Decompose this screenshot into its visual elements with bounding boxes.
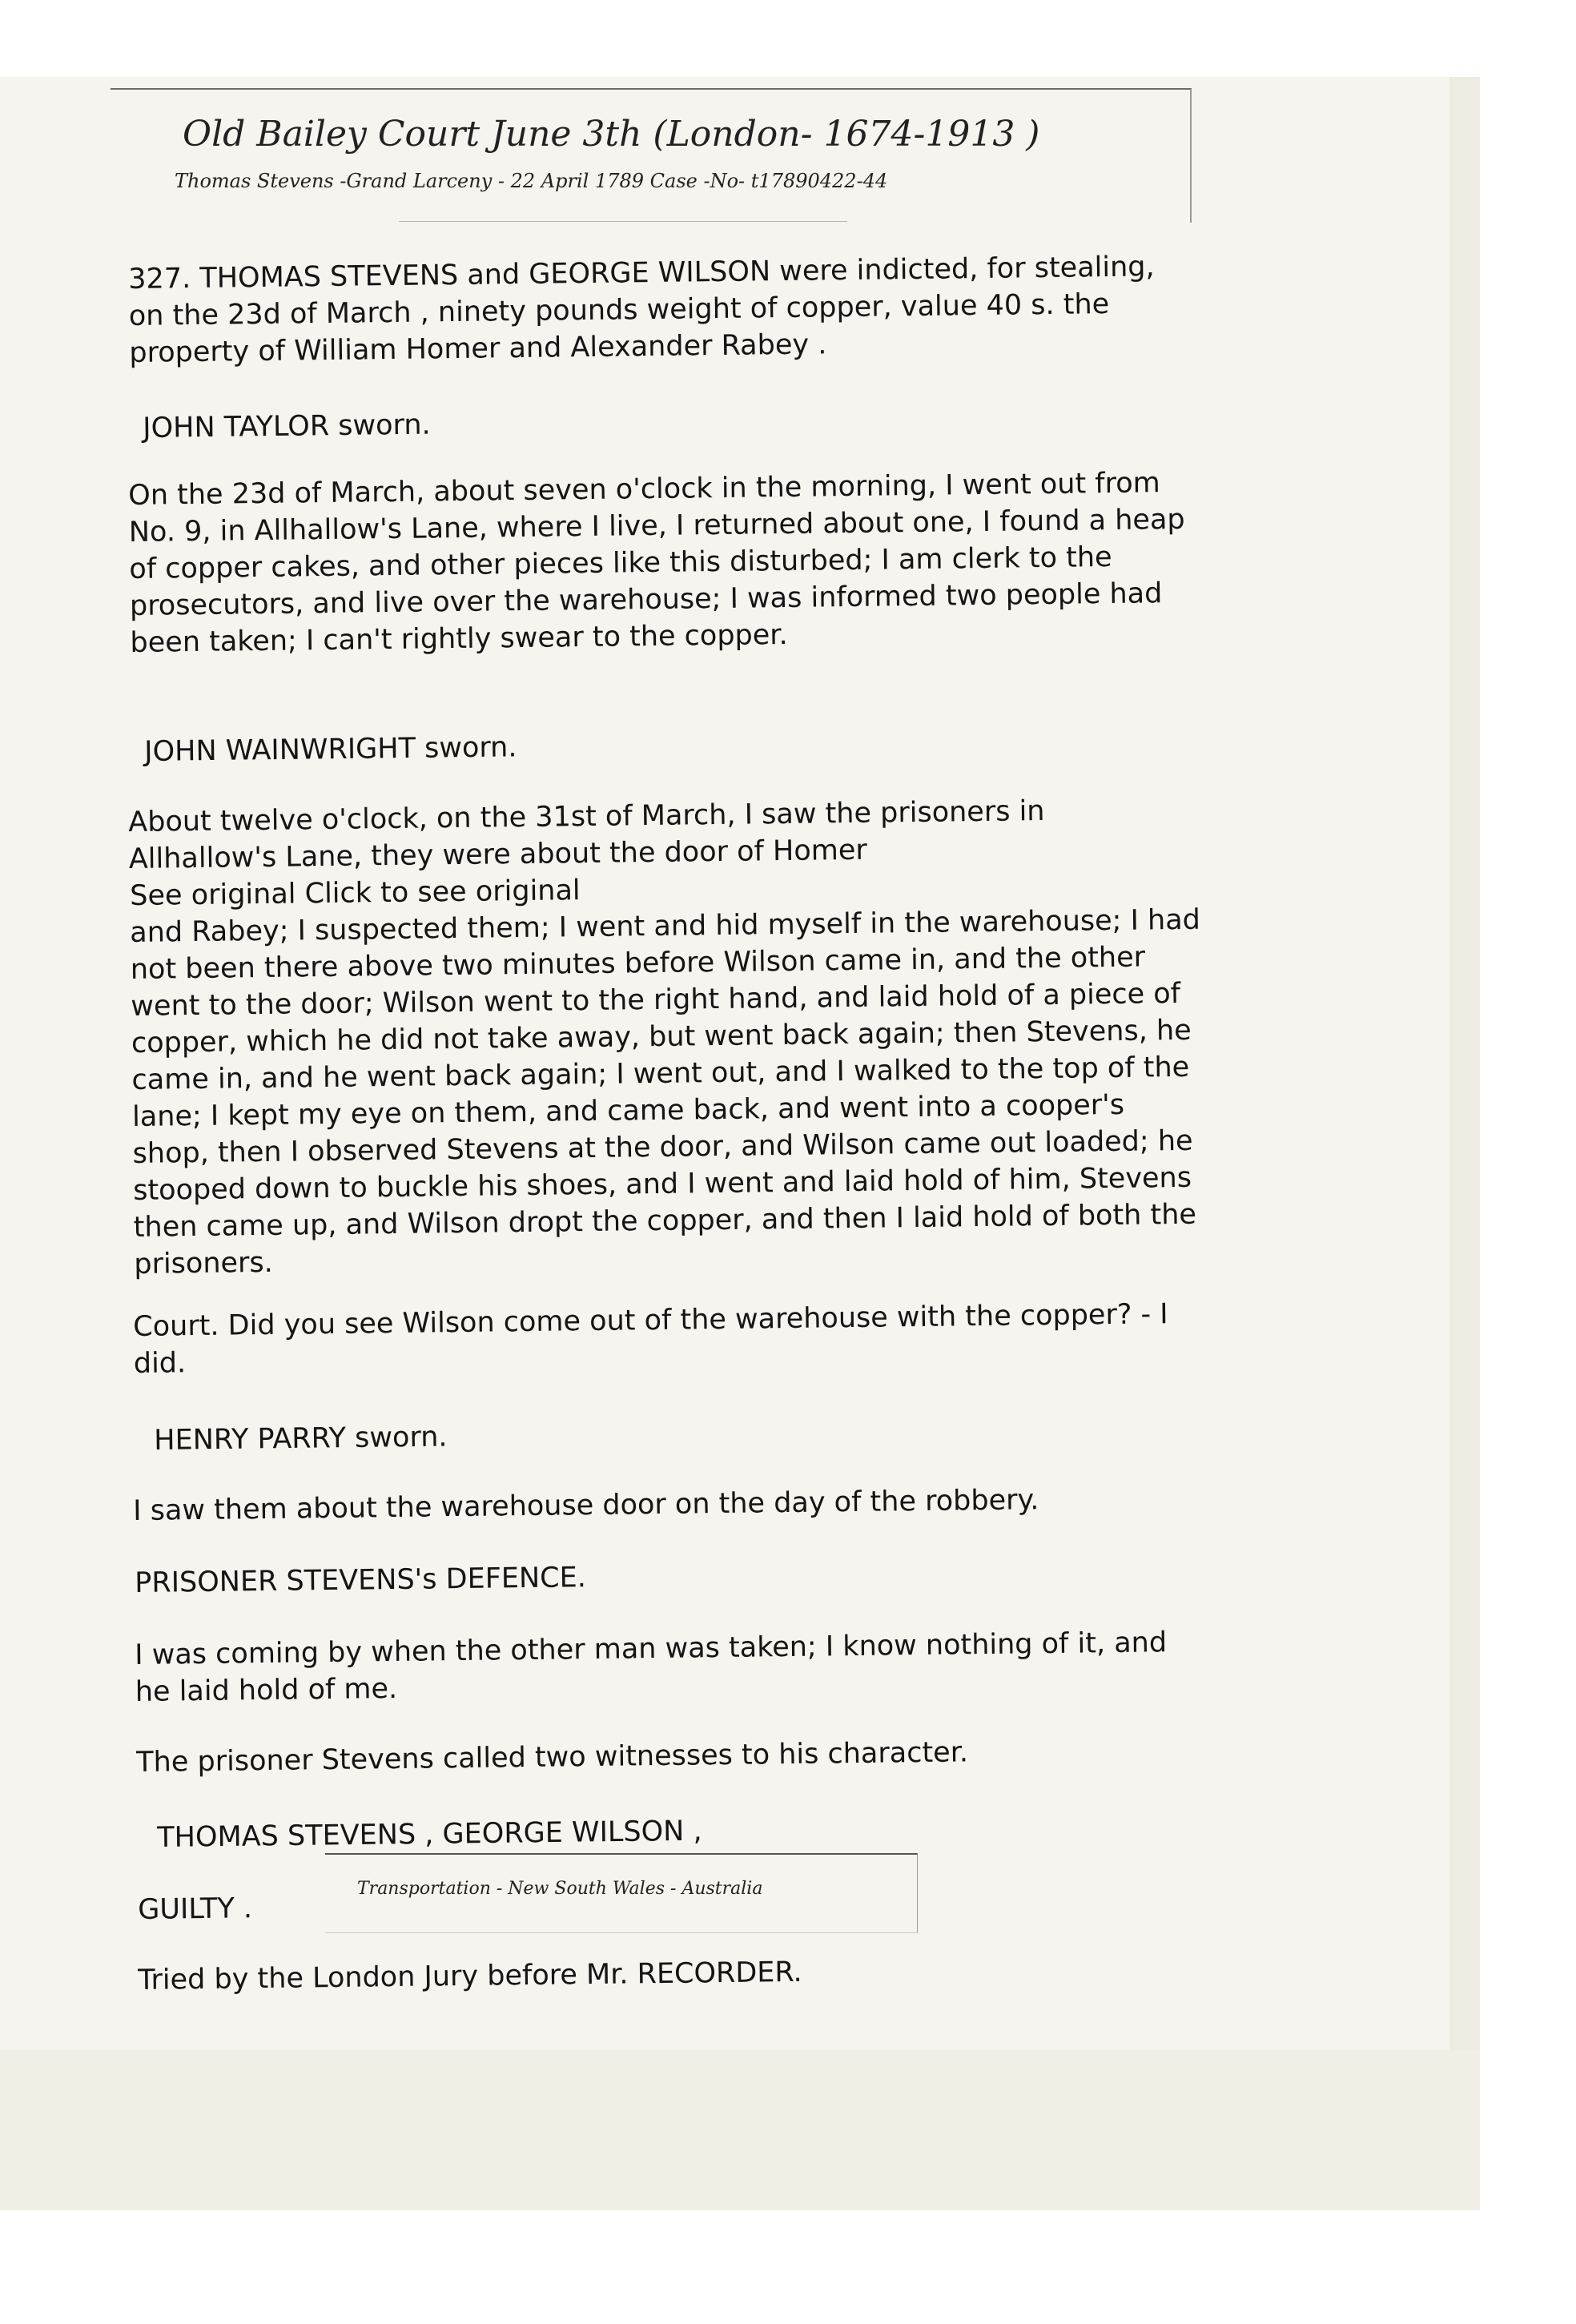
court-question: Court. Did you see Wilson come out of the warehouse with the copper? - I did. [133,1298,1168,1380]
sentence-label [325,1853,918,1933]
jury-note: Tried by the London Jury before Mr. RECORDER. [138,1956,802,1996]
character-witnesses-note: The prisoner Stevens called two witnesses to his character. [136,1736,969,1779]
verdict-text: GUILTY . [138,1892,253,1926]
testimony-taylor: On the 23d of March, about seven o'clock in the morning, I went out from No. 9, in Allhallow's Lane, where I live, I returned about one, I found a heap of copper cakes, and other pieces like this disturbed; I am clerk to the prosecutors, and live over the warehouse; I was informed two people had been taken; I can't rightly swear to the copper. [128,467,1185,659]
defendants-line: THOMAS STEVENS , GEORGE WILSON , [157,1815,702,1854]
header-divider [399,221,847,222]
header-subtitle: Thomas Stevens -Grand Larceny - 22 April 1789 Case -No- t17890422-44 [175,170,888,192]
indictment-paragraph: 327. THOMAS STEVENS and GEORGE WILSON were indicted, for stealing, on the 23d of March , ninety pounds weight of copper, value 40 s. the property of William Homer and Alexander Rabey . [128,251,1155,369]
testimony-wainwright-part2: and Rabey; I suspected them; I went and hid myself in the warehouse; I had not been there above two minutes before Wilson came in, and the other went to the door; Wilson went to the right hand, and laid hold of a piece of copper, which he did not take away, but went back again; then Stevens, he came in, and he went back again; I went out, and I walked to the top of the lane; I kept my eye on them, and came back, and went into a cooper's shop, then I observed Stevens at the door, and Wilson came out loaded; he stooped down to buckle his shoes, and I went and laid hold of him, Stevens then came up, and Wilson dropt the copper, and then I laid hold of both the prisoners. [130,903,1201,1281]
testimony-wainwright-part1: About twelve o'clock, on the 31st of March, I saw the prisoners in Allhallow's Lane, they were about the door of Homer [128,795,1045,875]
page-edge-shadow [1449,77,1480,2210]
sentence-text: Transportation - New South Wales - Australia [357,1879,763,1899]
header-title: Old Bailey Court June 3th (London- 1674-1913 ) [183,114,1040,155]
defence-statement: I was coming by when the other man was taken; I know nothing of it, and he laid hold of me. [135,1626,1168,1708]
header-label [111,88,1192,223]
see-original-link[interactable]: See original Click to see original [130,875,581,912]
witness-heading-taylor: JOHN TAYLOR sworn. [143,408,431,444]
witness-heading-parry: HENRY PARRY sworn. [154,1421,448,1457]
defence-heading: PRISONER STEVENS's DEFENCE. [135,1562,587,1599]
testimony-parry: I saw them about the warehouse door on the day of the robbery. [133,1484,1039,1527]
witness-heading-wainwright: JOHN WAINWRIGHT sworn. [144,731,517,768]
page-bottom-margin [0,2050,1480,2210]
